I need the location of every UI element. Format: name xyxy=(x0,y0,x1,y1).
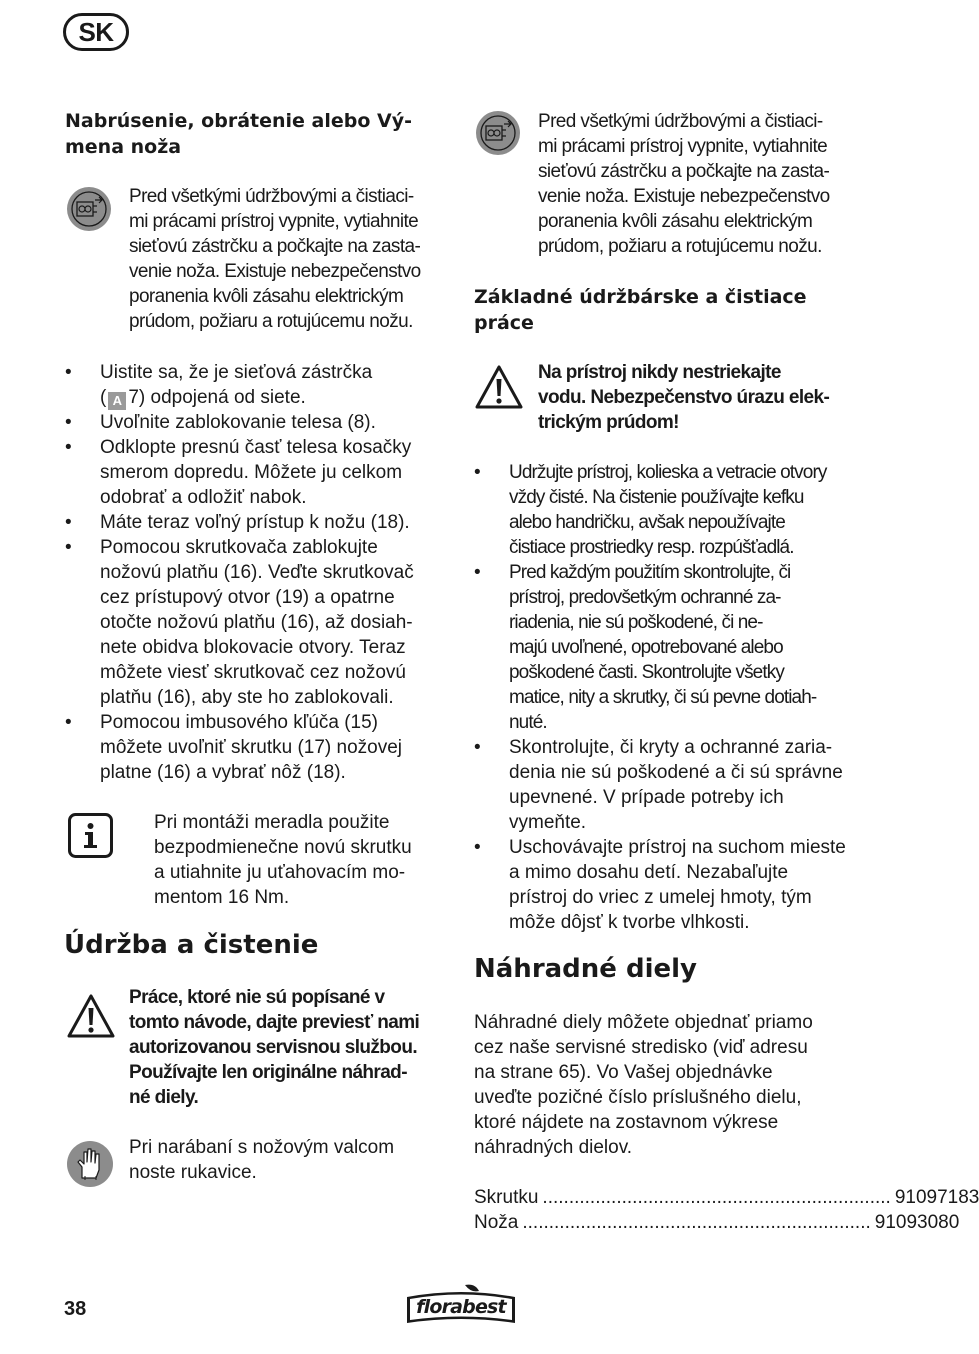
section-heading-blade: Nabrúsenie, obrátenie alebo Vý- mena noža xyxy=(65,110,412,158)
brand-name: florabest xyxy=(416,1296,506,1318)
section-heading-maintenance: Údržba a čistenie xyxy=(64,930,319,960)
section-heading-spare-parts: Náhradné diely xyxy=(474,954,698,984)
list-item: • Uistite sa, že je sieťová zástrčka ( A 7) odpojená od siete. xyxy=(65,360,450,410)
warning-icon xyxy=(66,993,116,1039)
part-number: 91097183 xyxy=(894,1187,979,1208)
leader-dots: .................................................................. xyxy=(522,1212,871,1233)
figure-ref-badge: A xyxy=(108,392,126,410)
safety-notice: Pred všetkými údržbovými a čistiaci- mi prácami prístroj vypnite, vytiahnite sieťovú zástrčku a počkajte na zasta- venie noža. Existuje nebezpečenstvo poranenia kvôli zásahu elektrickým prúdom, požiaru a rotujúcemu nožu. xyxy=(538,111,830,257)
warning-text-water: Na prístroj nikdy nestriekajte vodu. Nebezpečenstvo úrazu elek- trickým prúdom! xyxy=(538,362,830,433)
leader-dots: .................................................................. xyxy=(542,1187,891,1208)
list-item: • Máte teraz voľný prístup k nožu (18). xyxy=(65,510,450,535)
language-badge xyxy=(63,13,129,51)
page-number: 38 xyxy=(64,1298,87,1320)
list-item: • Uschovávajte prístroj na suchom mieste a mimo dosahu detí. Nezabaľujte prístroj do vriec z umelej hmoty, tým môže dôjsť k tvorbe vlhkosti. xyxy=(474,835,869,935)
list-item: • Pomocou imbusového kľúča (15) môžete uvoľniť skrutku (17) nožovej platne (16) a vybrať nôž (18). xyxy=(65,710,450,785)
part-name: Skrutku xyxy=(474,1187,539,1208)
gloves-note: Pri narábaní s nožovým valcom noste rukavice. xyxy=(129,1137,395,1183)
language-code: SK xyxy=(78,16,114,47)
list-item: • Pred každým použitím skontrolujte, či prístroj, predovšetkým ochranné za- riadenia, nie sú poškodené, či ne- majú uvoľnené, opotrebované alebo poškodené časti. Skontrolujte všetky matice, nity a skrutky, či sú pevne dotiah- nuté. xyxy=(474,560,869,735)
parts-list xyxy=(474,1185,979,1235)
blade-steps-list xyxy=(65,360,450,785)
list-item: • Udržujte prístroj, kolieska a vetracie otvory vždy čisté. Na čistenie používajte kefku alebo handričku, avšak nepoužívajte čistiace prostriedky resp. rozpúšťadlá. xyxy=(474,460,869,560)
parts-row xyxy=(474,1210,960,1235)
warning-icon xyxy=(474,364,524,410)
section-heading-basic-maintenance: Základné údržbárske a čistiace práce xyxy=(474,286,807,334)
florabest-logo xyxy=(405,1283,517,1327)
spare-parts-text: Náhradné diely môžete objednať priamo cez naše servisné stredisko (viď adresu na strane 65). Vo Vašej objednávke uveďte pozičné číslo príslušného dielu, ktoré nájdete na zostavnom výkrese náhradných dielov. xyxy=(474,1012,813,1158)
part-number: 91093080 xyxy=(874,1212,960,1233)
part-name: Noža xyxy=(474,1212,519,1233)
maintenance-list xyxy=(474,460,869,935)
parts-row xyxy=(474,1185,979,1210)
unplug-icon xyxy=(475,110,521,156)
gloves-icon xyxy=(66,1140,114,1188)
list-item: • Pomocou skrutkovača zablokujte nožovú platňu (16). Veďte skrutkovač cez prístupový otvor (19) a opatrne otočte nožovú platňu (16), až dosiah- nete obidva blokovacie otvory. Teraz môžete viesť skrutkovač cez nožovú platňu (16), aby ste ho zablokovali. xyxy=(65,535,450,710)
info-icon xyxy=(68,813,113,858)
unplug-icon xyxy=(66,186,112,232)
info-note: Pri montáži meradla použite bezpodmienečne novú skrutku a utiahnite ju uťahovacím mo- mentom 16 Nm. xyxy=(154,812,412,908)
list-item: • Odklopte presnú časť telesa kosačky smerom dopredu. Môžete ju celkom odobrať a odložiť nabok. xyxy=(65,435,450,510)
safety-notice: Pred všetkými údržbovými a čistiaci- mi prácami prístroj vypnite, vytiahnite sieťovú zástrčku a počkajte na zasta- venie noža. Existuje nebezpečenstvo poranenia kvôli zásahu elektrickým prúdom, požiaru a rotujúcemu nožu. xyxy=(129,186,421,332)
list-item: • Uvoľnite zablokovanie telesa (8). xyxy=(65,410,450,435)
list-item: • Skontrolujte, či kryty a ochranné zaria- denia nie sú poškodené a či sú správne upevnené. V prípade potreby ich vymeňte. xyxy=(474,735,869,835)
warning-text-service: Práce, ktoré nie sú popísané v tomto návode, dajte previesť nami autorizovanou servisnou službou. Používajte len originálne náhrad- né diely. xyxy=(129,987,420,1108)
